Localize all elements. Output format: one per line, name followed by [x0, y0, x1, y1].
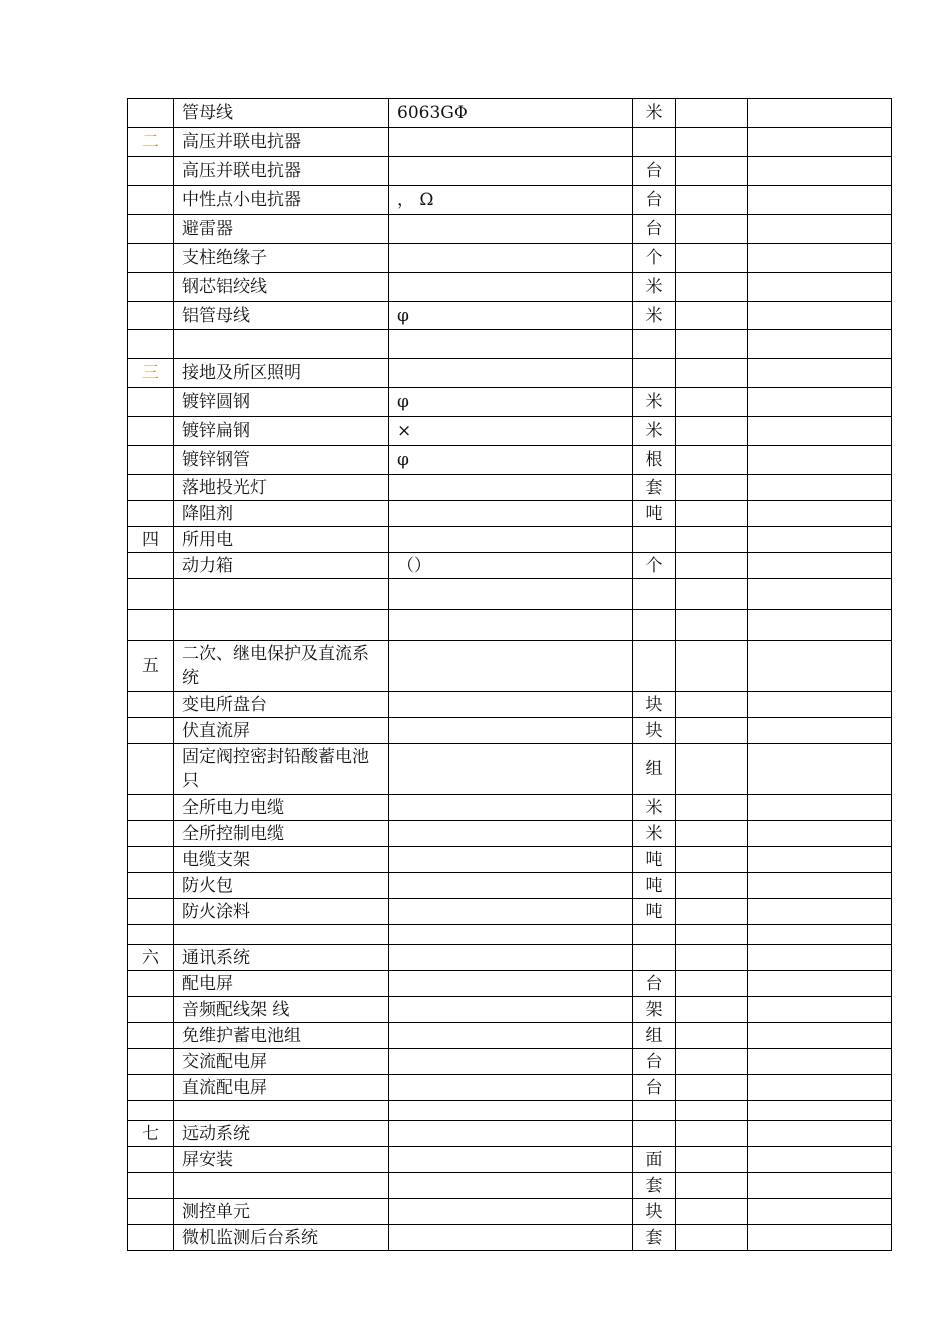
- spec-cell: [389, 1199, 633, 1225]
- table-row: [128, 1075, 892, 1101]
- table-row: [128, 1023, 892, 1049]
- table-row: [128, 610, 892, 641]
- remarks-cell: [748, 899, 892, 925]
- item-name-cell: 管母线: [174, 99, 389, 128]
- table-row: [128, 899, 892, 925]
- unit-cell: 架: [633, 997, 676, 1023]
- item-name-cell: [174, 330, 389, 359]
- spec-cell: [389, 821, 633, 847]
- table-row: [128, 718, 892, 744]
- remarks-cell: [748, 873, 892, 899]
- unit-cell: 米: [633, 417, 676, 446]
- spec-cell: [389, 847, 633, 873]
- section-number-cell: [128, 873, 174, 899]
- unit-cell: [633, 330, 676, 359]
- remarks-cell: [748, 215, 892, 244]
- unit-cell: 米: [633, 273, 676, 302]
- section-number-cell: [128, 1147, 174, 1173]
- quantity-cell: [676, 1023, 748, 1049]
- unit-cell: 台: [633, 215, 676, 244]
- unit-cell: [633, 527, 676, 553]
- table-row: [128, 501, 892, 527]
- quantity-cell: [676, 821, 748, 847]
- quantity-cell: [676, 945, 748, 971]
- remarks-cell: [748, 1101, 892, 1121]
- quantity-cell: [676, 302, 748, 330]
- section-number-cell: [128, 1101, 174, 1121]
- section-number-cell: [128, 186, 174, 215]
- item-name-cell: 防火包: [174, 873, 389, 899]
- section-number-cell: [128, 446, 174, 475]
- quantity-cell: [676, 795, 748, 821]
- spec-cell: [389, 128, 633, 157]
- table-row: [128, 692, 892, 718]
- table-row: [128, 579, 892, 610]
- item-name-cell: 中性点小电抗器: [174, 186, 389, 215]
- unit-cell: 台: [633, 1075, 676, 1101]
- quantity-cell: [676, 744, 748, 795]
- spec-cell: [389, 692, 633, 718]
- remarks-cell: [748, 971, 892, 997]
- quantity-cell: [676, 527, 748, 553]
- item-name-cell: 二次、继电保护及直流系统: [174, 641, 389, 692]
- spec-cell: [389, 273, 633, 302]
- quantity-cell: [676, 330, 748, 359]
- remarks-cell: [748, 359, 892, 388]
- item-name-cell: 防火涂料: [174, 899, 389, 925]
- item-name-cell: 配电屏: [174, 971, 389, 997]
- item-name-cell: 伏直流屏: [174, 718, 389, 744]
- unit-cell: 吨: [633, 847, 676, 873]
- table-row: [128, 945, 892, 971]
- spec-cell: [389, 641, 633, 692]
- item-name-cell: 高压并联电抗器: [174, 128, 389, 157]
- spec-cell: φ: [389, 302, 633, 330]
- quantity-cell: [676, 1101, 748, 1121]
- item-name-cell: [174, 579, 389, 610]
- spec-cell: [389, 1147, 633, 1173]
- unit-cell: 米: [633, 99, 676, 128]
- unit-cell: 台: [633, 157, 676, 186]
- remarks-cell: [748, 446, 892, 475]
- spec-cell: [389, 1075, 633, 1101]
- item-name-cell: 全所电力电缆: [174, 795, 389, 821]
- section-number-cell: [128, 610, 174, 641]
- unit-cell: [633, 641, 676, 692]
- unit-cell: 米: [633, 795, 676, 821]
- unit-cell: [633, 359, 676, 388]
- spec-cell: [389, 610, 633, 641]
- section-number-cell: [128, 1075, 174, 1101]
- item-name-cell: 全所控制电缆: [174, 821, 389, 847]
- unit-cell: [633, 128, 676, 157]
- section-number-cell: [128, 273, 174, 302]
- quantity-cell: [676, 446, 748, 475]
- unit-cell: 面: [633, 1147, 676, 1173]
- quantity-cell: [676, 157, 748, 186]
- table-body: [128, 99, 892, 1251]
- table-row: [128, 446, 892, 475]
- equipment-table: [127, 98, 892, 1251]
- table-row: [128, 821, 892, 847]
- quantity-cell: [676, 641, 748, 692]
- section-number-cell: 七: [128, 1121, 174, 1147]
- item-name-cell: 通讯系统: [174, 945, 389, 971]
- item-name-cell: 钢芯铝绞线: [174, 273, 389, 302]
- remarks-cell: [748, 795, 892, 821]
- item-name-cell: 所用电: [174, 527, 389, 553]
- quantity-cell: [676, 359, 748, 388]
- remarks-cell: [748, 388, 892, 417]
- table-row: [128, 553, 892, 579]
- table-row: [128, 1147, 892, 1173]
- remarks-cell: [748, 579, 892, 610]
- section-number-cell: [128, 718, 174, 744]
- item-name-cell: 高压并联电抗器: [174, 157, 389, 186]
- spec-cell: [389, 527, 633, 553]
- table-row: [128, 971, 892, 997]
- quantity-cell: [676, 1199, 748, 1225]
- section-number-cell: [128, 501, 174, 527]
- quantity-cell: [676, 579, 748, 610]
- spec-cell: [389, 157, 633, 186]
- quantity-cell: [676, 925, 748, 945]
- item-name-cell: 镀锌圆钢: [174, 388, 389, 417]
- unit-cell: [633, 925, 676, 945]
- item-name-cell: 电缆支架: [174, 847, 389, 873]
- remarks-cell: [748, 641, 892, 692]
- table-row: [128, 744, 892, 795]
- section-number-cell: [128, 244, 174, 273]
- unit-cell: 吨: [633, 501, 676, 527]
- quantity-cell: [676, 997, 748, 1023]
- item-name-cell: 降阻剂: [174, 501, 389, 527]
- spec-cell: [389, 945, 633, 971]
- quantity-cell: [676, 610, 748, 641]
- unit-cell: 套: [633, 1173, 676, 1199]
- quantity-cell: [676, 1225, 748, 1251]
- section-number-cell: [128, 795, 174, 821]
- item-name-cell: 镀锌钢管: [174, 446, 389, 475]
- spec-cell: 6063GΦ: [389, 99, 633, 128]
- section-number-cell: 三: [128, 359, 174, 388]
- item-name-cell: 避雷器: [174, 215, 389, 244]
- table-row: [128, 359, 892, 388]
- quantity-cell: [676, 1075, 748, 1101]
- unit-cell: 吨: [633, 873, 676, 899]
- section-number-cell: [128, 997, 174, 1023]
- quantity-cell: [676, 186, 748, 215]
- section-number-cell: [128, 847, 174, 873]
- section-number-cell: [128, 157, 174, 186]
- section-number-cell: [128, 579, 174, 610]
- item-name-cell: 动力箱: [174, 553, 389, 579]
- table-row: [128, 1101, 892, 1121]
- spec-cell: [389, 215, 633, 244]
- table-row: [128, 99, 892, 128]
- section-number-cell: [128, 744, 174, 795]
- quantity-cell: [676, 388, 748, 417]
- quantity-cell: [676, 128, 748, 157]
- remarks-cell: [748, 501, 892, 527]
- spec-cell: [389, 1049, 633, 1075]
- spec-cell: [389, 244, 633, 273]
- section-number-cell: [128, 417, 174, 446]
- spec-cell: [389, 925, 633, 945]
- unit-cell: 米: [633, 388, 676, 417]
- section-number-cell: [128, 1225, 174, 1251]
- section-number-cell: [128, 388, 174, 417]
- item-name-cell: 支柱绝缘子: [174, 244, 389, 273]
- quantity-cell: [676, 99, 748, 128]
- quantity-cell: [676, 899, 748, 925]
- item-name-cell: 屏安装: [174, 1147, 389, 1173]
- item-name-cell: 音频配线架 线: [174, 997, 389, 1023]
- item-name-cell: [174, 610, 389, 641]
- spec-cell: [389, 1023, 633, 1049]
- quantity-cell: [676, 692, 748, 718]
- item-name-cell: 铝管母线: [174, 302, 389, 330]
- unit-cell: 块: [633, 1199, 676, 1225]
- table-row: [128, 925, 892, 945]
- remarks-cell: [748, 128, 892, 157]
- section-number-cell: [128, 215, 174, 244]
- section-number-cell: [128, 330, 174, 359]
- quantity-cell: [676, 971, 748, 997]
- section-number-cell: [128, 1199, 174, 1225]
- quantity-cell: [676, 1121, 748, 1147]
- table-row: [128, 997, 892, 1023]
- section-number-cell: [128, 692, 174, 718]
- table-row: [128, 847, 892, 873]
- remarks-cell: [748, 1199, 892, 1225]
- unit-cell: 米: [633, 302, 676, 330]
- unit-cell: 块: [633, 718, 676, 744]
- remarks-cell: [748, 1049, 892, 1075]
- item-name-cell: 镀锌扁钢: [174, 417, 389, 446]
- quantity-cell: [676, 1049, 748, 1075]
- spec-cell: [389, 1173, 633, 1199]
- spec-cell: ×: [389, 417, 633, 446]
- section-number-cell: [128, 1173, 174, 1199]
- spec-cell: [389, 1121, 633, 1147]
- item-name-cell: 测控单元: [174, 1199, 389, 1225]
- section-number-cell: [128, 925, 174, 945]
- unit-cell: 组: [633, 744, 676, 795]
- quantity-cell: [676, 847, 748, 873]
- table-row: [128, 186, 892, 215]
- item-name-cell: 免维护蓄电池组: [174, 1023, 389, 1049]
- remarks-cell: [748, 553, 892, 579]
- table-row: [128, 527, 892, 553]
- item-name-cell: [174, 1173, 389, 1199]
- spec-cell: [389, 475, 633, 501]
- table-row: [128, 417, 892, 446]
- table-row: [128, 641, 892, 692]
- table-row: [128, 1173, 892, 1199]
- remarks-cell: [748, 821, 892, 847]
- unit-cell: 套: [633, 475, 676, 501]
- section-number-cell: [128, 99, 174, 128]
- section-number-cell: [128, 899, 174, 925]
- remarks-cell: [748, 527, 892, 553]
- section-number-cell: [128, 1049, 174, 1075]
- spec-cell: φ: [389, 446, 633, 475]
- remarks-cell: [748, 1121, 892, 1147]
- remarks-cell: [748, 475, 892, 501]
- spec-cell: [389, 971, 633, 997]
- spec-cell: [389, 744, 633, 795]
- quantity-cell: [676, 1173, 748, 1199]
- unit-cell: 个: [633, 244, 676, 273]
- spec-cell: [389, 795, 633, 821]
- spec-cell: [389, 899, 633, 925]
- item-name-cell: [174, 1101, 389, 1121]
- table-row: [128, 1049, 892, 1075]
- spec-cell: [389, 579, 633, 610]
- quantity-cell: [676, 417, 748, 446]
- item-name-cell: [174, 925, 389, 945]
- quantity-cell: [676, 1147, 748, 1173]
- remarks-cell: [748, 925, 892, 945]
- table-row: [128, 302, 892, 330]
- table-row: [128, 157, 892, 186]
- remarks-cell: [748, 610, 892, 641]
- remarks-cell: [748, 1147, 892, 1173]
- remarks-cell: [748, 997, 892, 1023]
- quantity-cell: [676, 244, 748, 273]
- spec-cell: [389, 718, 633, 744]
- spec-cell: [389, 501, 633, 527]
- item-name-cell: 交流配电屏: [174, 1049, 389, 1075]
- unit-cell: 套: [633, 1225, 676, 1251]
- section-number-cell: [128, 302, 174, 330]
- spec-cell: [389, 359, 633, 388]
- table-row: [128, 1225, 892, 1251]
- unit-cell: [633, 1101, 676, 1121]
- unit-cell: [633, 945, 676, 971]
- section-number-cell: [128, 1023, 174, 1049]
- remarks-cell: [748, 945, 892, 971]
- item-name-cell: 变电所盘台: [174, 692, 389, 718]
- quantity-cell: [676, 501, 748, 527]
- section-number-cell: 二: [128, 128, 174, 157]
- quantity-cell: [676, 553, 748, 579]
- spec-cell: [389, 330, 633, 359]
- quantity-cell: [676, 873, 748, 899]
- spec-cell: [389, 1225, 633, 1251]
- table-row: [128, 1199, 892, 1225]
- table-row: [128, 388, 892, 417]
- remarks-cell: [748, 1225, 892, 1251]
- unit-cell: 吨: [633, 899, 676, 925]
- unit-cell: [633, 610, 676, 641]
- item-name-cell: 微机监测后台系统: [174, 1225, 389, 1251]
- remarks-cell: [748, 1023, 892, 1049]
- item-name-cell: 固定阀控密封铅酸蓄电池 只: [174, 744, 389, 795]
- spec-cell: ， Ω: [389, 186, 633, 215]
- section-number-cell: [128, 821, 174, 847]
- quantity-cell: [676, 475, 748, 501]
- item-name-cell: 直流配电屏: [174, 1075, 389, 1101]
- remarks-cell: [748, 718, 892, 744]
- remarks-cell: [748, 1173, 892, 1199]
- table-row: [128, 873, 892, 899]
- section-number-cell: [128, 553, 174, 579]
- remarks-cell: [748, 302, 892, 330]
- spec-cell: （）: [389, 553, 633, 579]
- unit-cell: 根: [633, 446, 676, 475]
- spec-cell: [389, 1101, 633, 1121]
- remarks-cell: [748, 330, 892, 359]
- remarks-cell: [748, 186, 892, 215]
- section-number-cell: 四: [128, 527, 174, 553]
- remarks-cell: [748, 157, 892, 186]
- item-name-cell: 接地及所区照明: [174, 359, 389, 388]
- table-row: [128, 1121, 892, 1147]
- unit-cell: 台: [633, 1049, 676, 1075]
- table-row: [128, 273, 892, 302]
- unit-cell: 台: [633, 971, 676, 997]
- table-row: [128, 244, 892, 273]
- unit-cell: [633, 1121, 676, 1147]
- quantity-cell: [676, 718, 748, 744]
- remarks-cell: [748, 744, 892, 795]
- unit-cell: [633, 579, 676, 610]
- quantity-cell: [676, 215, 748, 244]
- spec-cell: [389, 873, 633, 899]
- section-number-cell: [128, 475, 174, 501]
- spec-cell: [389, 997, 633, 1023]
- remarks-cell: [748, 417, 892, 446]
- remarks-cell: [748, 99, 892, 128]
- unit-cell: 组: [633, 1023, 676, 1049]
- spec-cell: φ: [389, 388, 633, 417]
- remarks-cell: [748, 1075, 892, 1101]
- unit-cell: 米: [633, 821, 676, 847]
- section-number-cell: [128, 971, 174, 997]
- item-name-cell: 落地投光灯: [174, 475, 389, 501]
- section-number-cell: 五: [128, 641, 174, 692]
- remarks-cell: [748, 244, 892, 273]
- unit-cell: 台: [633, 186, 676, 215]
- table-row: [128, 128, 892, 157]
- table-row: [128, 330, 892, 359]
- table-row: [128, 215, 892, 244]
- item-name-cell: 远动系统: [174, 1121, 389, 1147]
- unit-cell: 块: [633, 692, 676, 718]
- table-row: [128, 475, 892, 501]
- remarks-cell: [748, 273, 892, 302]
- section-number-cell: 六: [128, 945, 174, 971]
- quantity-cell: [676, 273, 748, 302]
- table-row: [128, 795, 892, 821]
- remarks-cell: [748, 847, 892, 873]
- remarks-cell: [748, 692, 892, 718]
- unit-cell: 个: [633, 553, 676, 579]
